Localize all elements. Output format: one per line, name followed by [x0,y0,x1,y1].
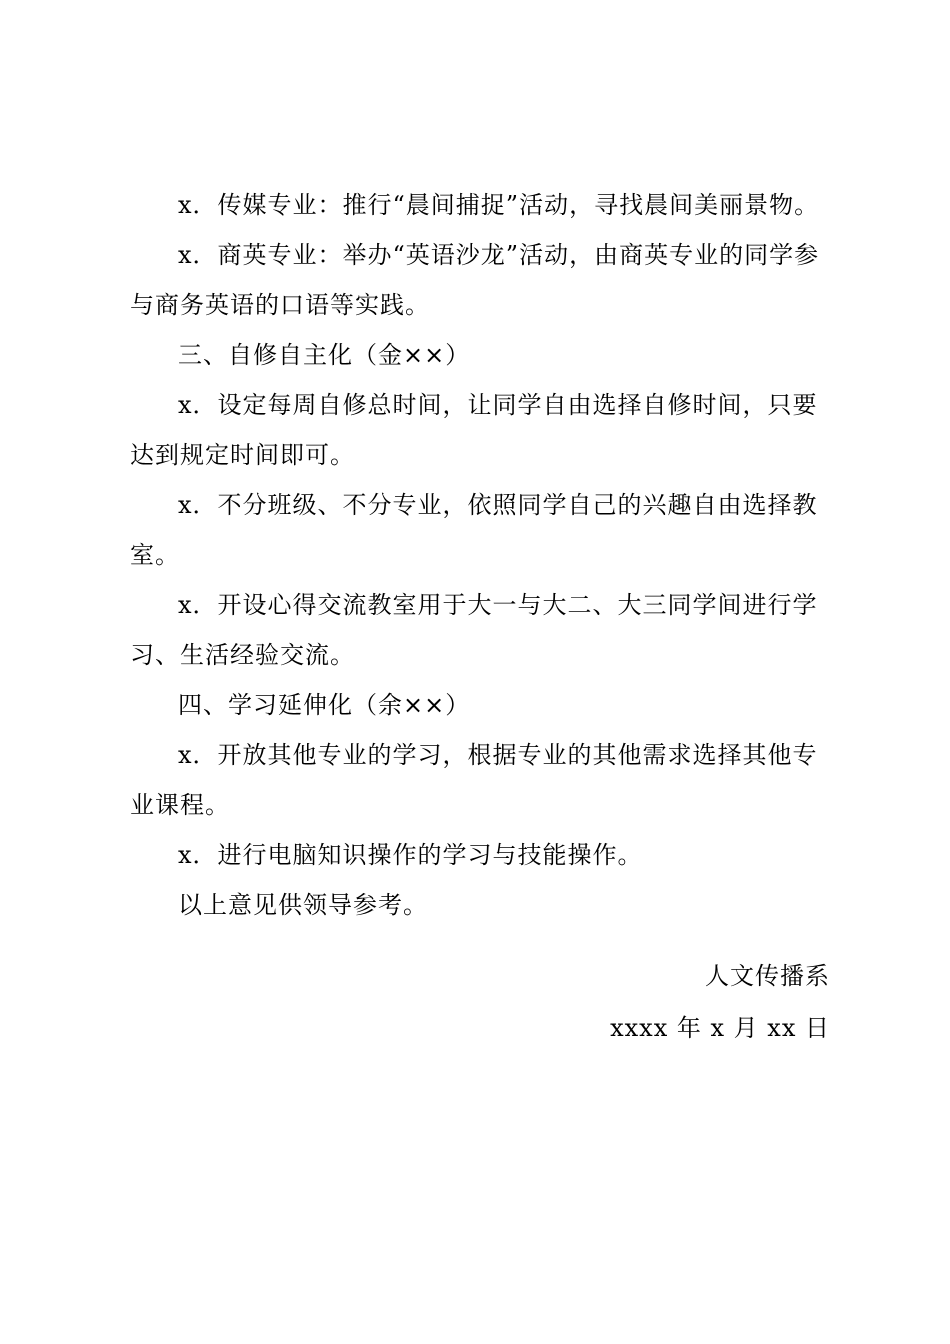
section-heading-self-study: 三、自修自主化（金××） [178,341,471,369]
paragraph-business-english: x．商英专业：举办“英语沙龙”活动，由商英专业的同学参与商务英语的口语等实践。 [130,241,820,319]
section-heading-study-extension: 四、学习延伸化（余××） [178,691,471,719]
paragraph-exchange-classroom: x．开设心得交流教室用于大一与大二、大三同学间进行学习、生活经验交流。 [130,591,818,669]
signature-block [610,950,830,1054]
signature-date: xxxx 年 x 月 xx 日 [610,1014,830,1042]
document-body [130,180,830,930]
paragraph-media-major: x．传媒专业：推行“晨间捕捉”活动，寻找晨间美丽景物。 [178,191,820,219]
paragraph-weekly-self-study: x．设定每周自修总时间，让同学自由选择自修时间，只要达到规定时间即可。 [130,391,818,469]
paragraph-computer-skills: x．进行电脑知识操作的学习与技能操作。 [178,841,643,869]
paragraph-closing: 以上意见供领导参考。 [178,891,428,919]
signature-department: 人文传播系 [705,962,830,990]
paragraph-classroom-choice: x．不分班级、不分专业，依照同学自己的兴趣自由选择教室。 [130,491,818,569]
paragraph-other-majors: x．开放其他专业的学习，根据专业的其他需求选择其他专业课程。 [130,741,818,819]
